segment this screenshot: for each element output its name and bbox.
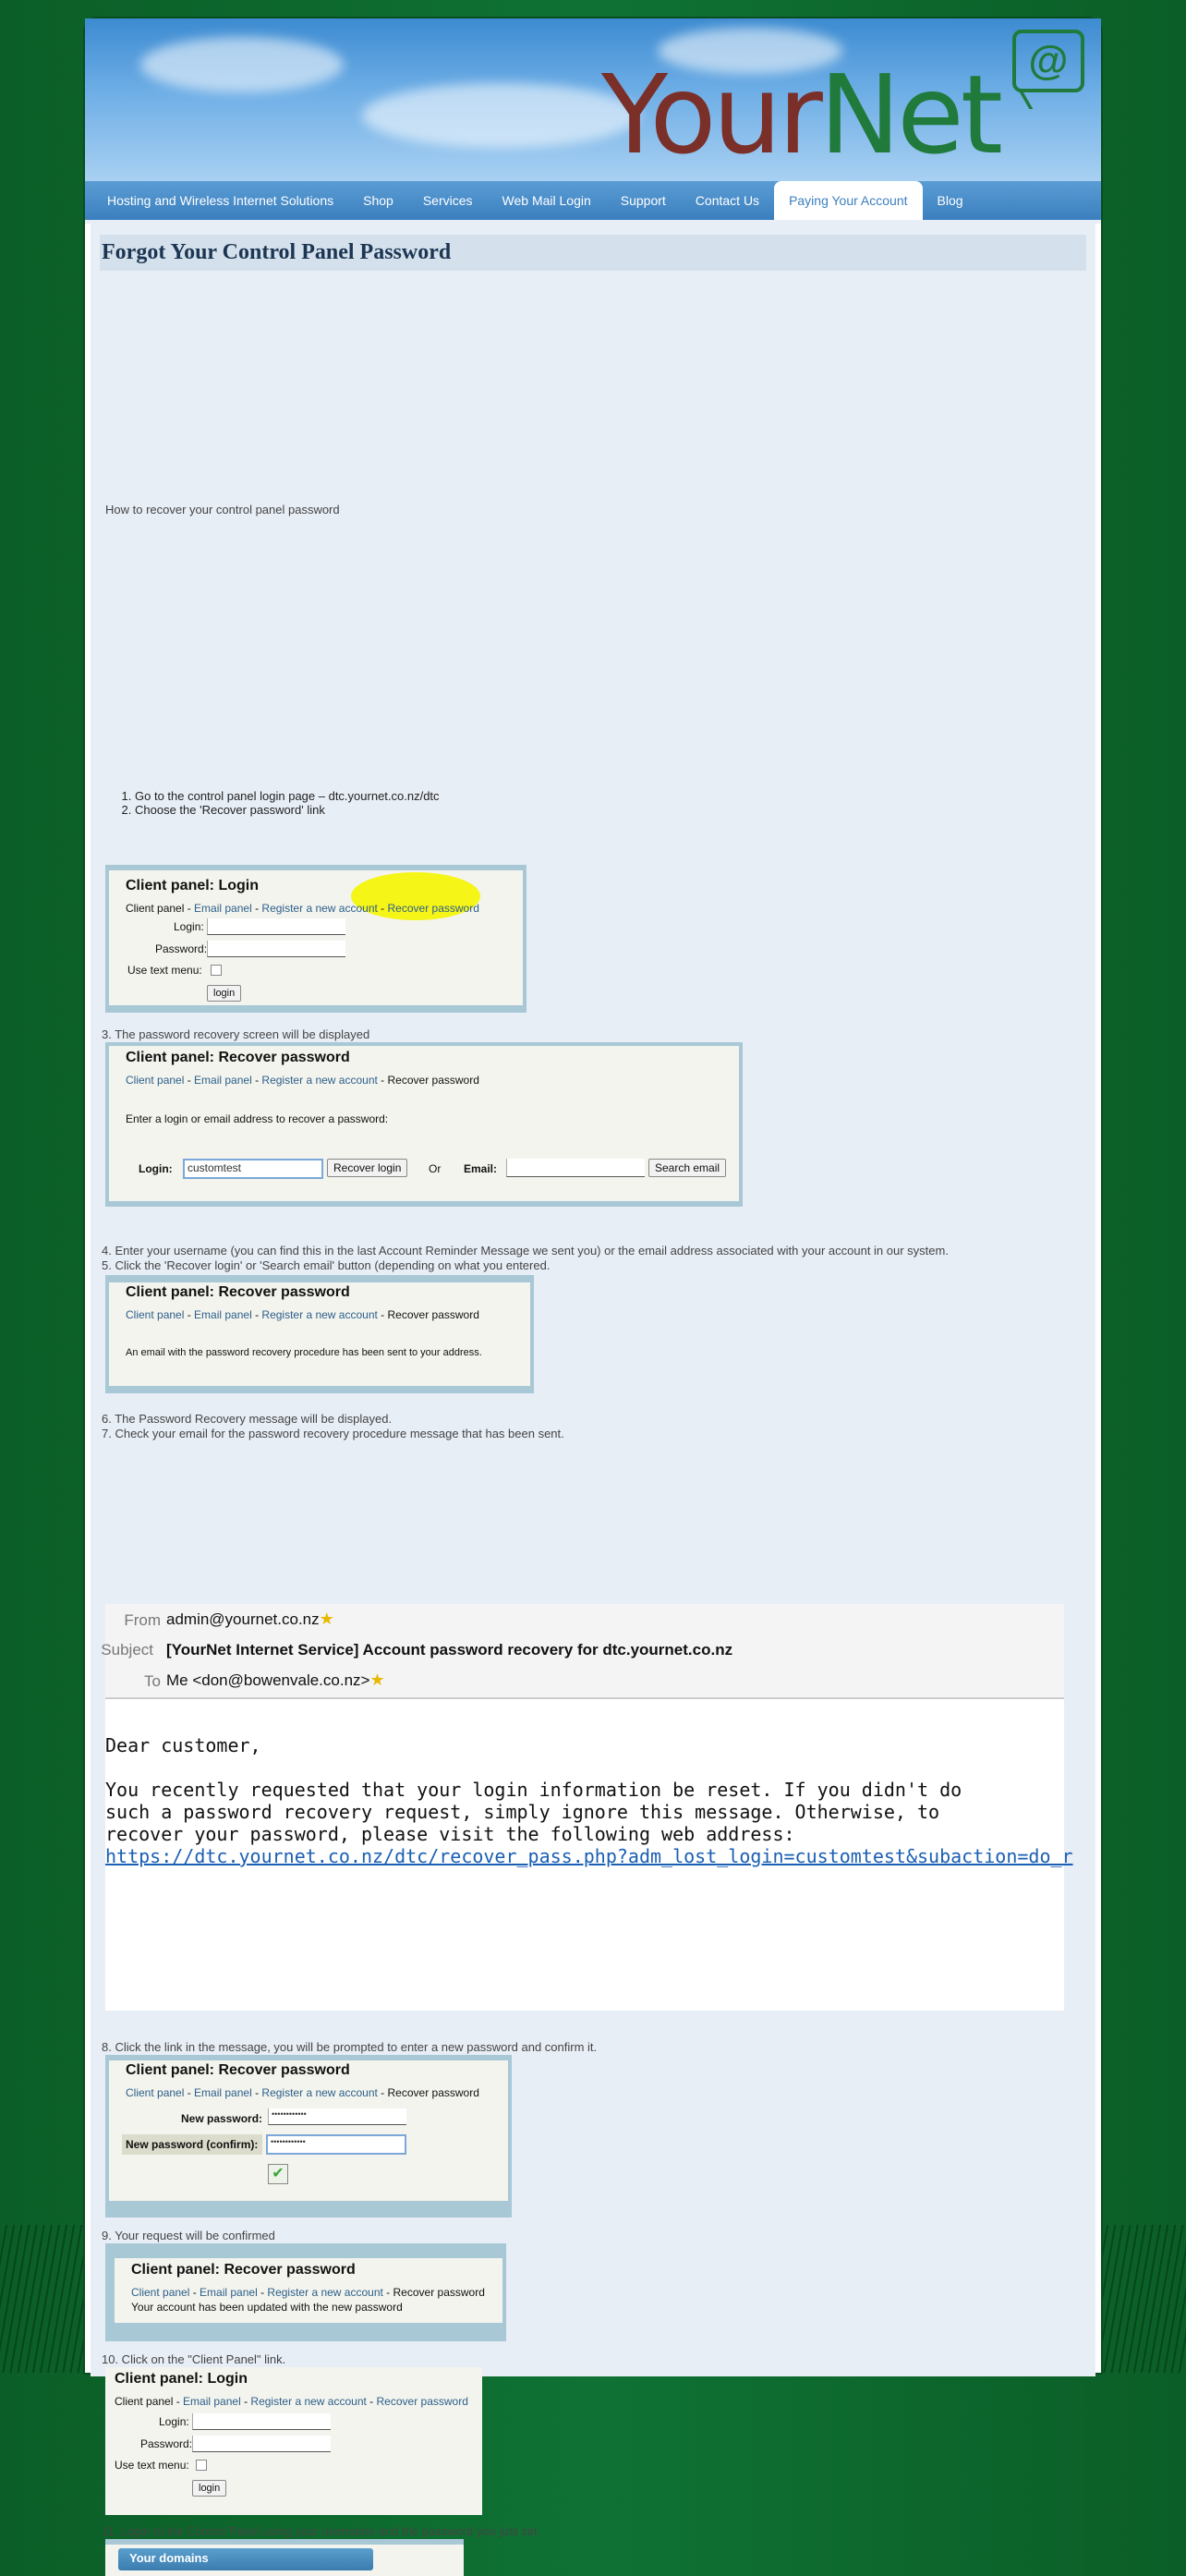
main-content <box>91 224 1095 2565</box>
account-updated-screenshot <box>105 2243 506 2341</box>
step-10: 10. Click on the "Client Panel" link. <box>102 2352 286 2366</box>
password-label: Password: <box>140 2437 193 2450</box>
password-input[interactable] <box>192 2436 331 2452</box>
link-separator: - <box>189 2286 200 2299</box>
recover-prompt: Enter a login or email address to recover a password: <box>126 1112 389 1125</box>
to-label: To <box>144 1672 161 1690</box>
nav-item-paying-account[interactable]: Paying Your Account <box>774 181 922 220</box>
main-nav <box>85 181 1101 224</box>
recover-current: Recover password <box>387 1074 479 1087</box>
nav-item-support[interactable]: Support <box>620 193 666 208</box>
recover-panel <box>109 1046 739 1201</box>
grass-decoration-left <box>0 2225 92 2373</box>
login-panel-title: Client panel: Login <box>126 878 259 893</box>
link-separator: - <box>251 1308 262 1321</box>
recover-email-label: Email: <box>464 1162 498 1175</box>
subject-value: [YourNet Internet Service] Account password recovery for dtc.yournet.co.nz <box>166 1641 733 1659</box>
new-password-input[interactable]: •••••••••••• <box>268 2108 406 2125</box>
login-button[interactable]: login <box>192 2480 226 2497</box>
recovery-link[interactable]: https://dtc.yournet.co.nz/dtc/recover_pass.php?adm_lost_login=customtest&subaction=do_r <box>105 1845 1073 1867</box>
login-input[interactable] <box>207 918 345 935</box>
login-label: Login: <box>174 920 204 933</box>
page-container <box>85 18 1101 2565</box>
text-menu-label: Use text menu: <box>115 2459 189 2472</box>
link-separator: - <box>240 2395 251 2408</box>
nav-item-contact[interactable]: Contact Us <box>695 193 760 208</box>
account-updated-message: Your account has been updated with the new password <box>131 2301 403 2314</box>
nav-item-hosting[interactable]: Hosting and Wireless Internet Solutions <box>107 193 334 208</box>
link-separator: - <box>184 2086 195 2099</box>
to-address: Me <don@bowenvale.co.nz> <box>166 1671 370 1689</box>
step-8: 8. Click the link in the message, you will be prompted to enter a new password and confirm it. <box>102 2040 598 2054</box>
link-separator: - <box>382 2286 393 2299</box>
confirm-password-label: New password (confirm): <box>126 2138 259 2151</box>
search-email-button[interactable]: Search email <box>648 1159 726 1177</box>
recover-screenshot <box>105 1042 743 1207</box>
speech-bubble-at-icon <box>1012 30 1084 92</box>
link-separator: - <box>251 2086 262 2099</box>
register-link[interactable]: Register a new account <box>261 2086 378 2099</box>
cloud-decoration <box>362 83 639 148</box>
email-line-1: You recently requested that your login information be reset. If you didn't do <box>105 1779 962 1801</box>
link-separator: - <box>184 1074 195 1087</box>
step-2: 2. Choose the 'Recover password' link <box>135 803 440 817</box>
text-menu-checkbox[interactable] <box>211 965 222 976</box>
nav-item-shop[interactable]: Shop <box>363 193 393 208</box>
text-menu-label: Use text menu: <box>127 964 202 977</box>
link-separator: - <box>251 902 262 915</box>
link-separator: - <box>377 2086 388 2099</box>
recover-panel-title: Client panel: Recover password <box>126 1050 350 1065</box>
step-6: 6. The Password Recovery message will be displayed. <box>102 1412 393 1426</box>
confirm-password-input[interactable]: •••••••••••• <box>266 2134 406 2155</box>
email-sent-message: An email with the password recovery procedure has been sent to your address. <box>126 1347 482 1358</box>
page-title: Forgot Your Control Panel Password <box>100 235 1086 271</box>
client-panel-text: Client panel <box>126 902 185 915</box>
login-panel-links <box>126 902 479 915</box>
client-panel-link[interactable]: Client panel <box>126 1074 185 1087</box>
link-separator: - <box>257 2286 268 2299</box>
to-value <box>166 1671 385 1690</box>
email-panel-link[interactable]: Email panel <box>194 1308 252 1321</box>
step-9: 9. Your request will be confirmed <box>102 2229 275 2242</box>
login-input[interactable] <box>192 2413 331 2430</box>
recover-current: Recover password <box>387 2086 479 2099</box>
login-screenshot <box>105 865 526 1013</box>
login-button[interactable]: login <box>207 985 241 1002</box>
password-label: Password: <box>155 942 208 955</box>
password-input[interactable] <box>207 941 345 957</box>
recover-current: Recover password <box>393 2286 485 2299</box>
new-password-panel-title: Client panel: Recover password <box>126 2062 350 2078</box>
email-sent-panel <box>109 1282 530 1386</box>
register-link[interactable]: Register a new account <box>261 1308 378 1321</box>
email-header <box>101 1604 1064 1699</box>
intro-text: How to recover your control panel password <box>105 503 340 516</box>
step-5: 5. Click the 'Recover login' or 'Search email' button (depending on what you entered. <box>102 1258 551 1272</box>
recover-email-input[interactable] <box>506 1159 645 1177</box>
account-updated-panel-links <box>131 2286 485 2299</box>
nav-item-blog[interactable]: Blog <box>937 193 963 208</box>
login-again-screenshot <box>105 2367 482 2515</box>
email-sent-panel-title: Client panel: Recover password <box>126 1284 350 1300</box>
step-11: 11. Login to the Control Panel using your username and the password you just set. <box>102 2524 541 2538</box>
client-panel-link[interactable]: Client panel <box>131 2286 190 2299</box>
recover-login-label: Login: <box>139 1162 173 1175</box>
link-separator: - <box>173 2395 184 2408</box>
grass-decoration-right <box>1094 2225 1186 2373</box>
from-value <box>166 1610 334 1629</box>
link-separator: - <box>251 1074 262 1087</box>
domains-screenshot <box>105 2539 464 2576</box>
site-logo[interactable] <box>600 51 999 178</box>
link-separator: - <box>366 2395 377 2408</box>
at-symbol: @ <box>1028 38 1069 83</box>
recover-password-link[interactable]: Recover password <box>376 2395 468 2408</box>
logo-net-text: Net <box>818 51 999 178</box>
new-password-screenshot <box>105 2055 512 2218</box>
account-updated-panel <box>115 2258 502 2323</box>
email-line-3: recover your password, please visit the following web address: <box>105 1823 795 1845</box>
recover-panel-links <box>126 1074 479 1087</box>
nav-item-services[interactable]: Services <box>422 193 473 208</box>
your-domains-header: Your domains <box>118 2548 373 2570</box>
star-icon: ★ <box>319 1610 334 1628</box>
email-line-2: such a password recovery request, simply ignore this message. Otherwise, to <box>105 1801 940 1823</box>
from-label: From <box>124 1611 161 1629</box>
checkmark-submit-icon[interactable]: ✔ <box>268 2164 288 2184</box>
login-label: Login: <box>159 2415 189 2428</box>
email-screenshot <box>101 1604 1073 2011</box>
register-link[interactable]: Register a new account <box>250 2395 367 2408</box>
text-menu-checkbox[interactable] <box>196 2460 207 2471</box>
client-panel-text: Client panel <box>115 2395 174 2408</box>
email-sent-screenshot <box>105 1275 534 1393</box>
account-updated-panel-title: Client panel: Recover password <box>131 2262 356 2278</box>
site-header <box>85 18 1101 181</box>
link-separator: - <box>184 902 195 915</box>
star-icon: ★ <box>369 1671 385 1689</box>
login-again-panel-title: Client panel: Login <box>115 2371 248 2387</box>
step-4: 4. Enter your username (you can find this in the last Account Reminder Message we sent you) or the email address associated with your account in our system. <box>102 1244 949 1258</box>
login-again-panel-links <box>115 2395 468 2408</box>
steps-list-1-2 <box>116 789 440 817</box>
login-again-panel <box>105 2367 482 2508</box>
link-separator: - <box>184 1308 195 1321</box>
register-link[interactable]: Register a new account <box>261 1074 378 1087</box>
new-password-panel-links <box>126 2086 479 2099</box>
email-panel-link[interactable]: Email panel <box>200 2286 258 2299</box>
or-label: Or <box>429 1162 442 1175</box>
link-separator: - <box>377 1074 388 1087</box>
email-panel-link[interactable]: Email panel <box>194 902 252 915</box>
step-1: 1. Go to the control panel login page – dtc.yournet.co.nz/dtc <box>135 789 440 803</box>
email-body <box>105 1699 1073 1867</box>
email-greeting: Dear customer, <box>105 1734 261 1756</box>
email-panel-link[interactable]: Email panel <box>194 2086 252 2099</box>
nav-item-webmail[interactable]: Web Mail Login <box>502 193 591 208</box>
link-separator: - <box>377 902 388 915</box>
recover-login-input[interactable]: customtest <box>183 1159 323 1179</box>
recover-password-link[interactable]: Recover password <box>387 902 479 915</box>
subject-label: Subject <box>101 1641 153 1659</box>
email-panel-link[interactable]: Email panel <box>194 1074 252 1087</box>
step-3: 3. The password recovery screen will be displayed <box>102 1027 370 1041</box>
new-password-label: New password: <box>181 2112 263 2125</box>
step-7: 7. Check your email for the password recovery procedure message that has been sent. <box>102 1427 564 1440</box>
client-panel-link[interactable]: Client panel <box>126 1308 185 1321</box>
email-panel-link[interactable]: Email panel <box>183 2395 241 2408</box>
recover-login-button[interactable]: Recover login <box>327 1159 407 1177</box>
new-password-panel <box>109 2060 508 2201</box>
register-link[interactable]: Register a new account <box>267 2286 383 2299</box>
login-panel <box>109 870 523 1005</box>
client-panel-link[interactable]: Client panel <box>126 2086 185 2099</box>
link-separator: - <box>377 1308 388 1321</box>
cloud-decoration <box>140 37 344 92</box>
email-sent-panel-links <box>126 1308 479 1321</box>
recover-current: Recover password <box>387 1308 479 1321</box>
logo-your-text: Your <box>600 51 819 178</box>
from-address: admin@yournet.co.nz <box>166 1610 320 1628</box>
register-link[interactable]: Register a new account <box>261 902 378 915</box>
